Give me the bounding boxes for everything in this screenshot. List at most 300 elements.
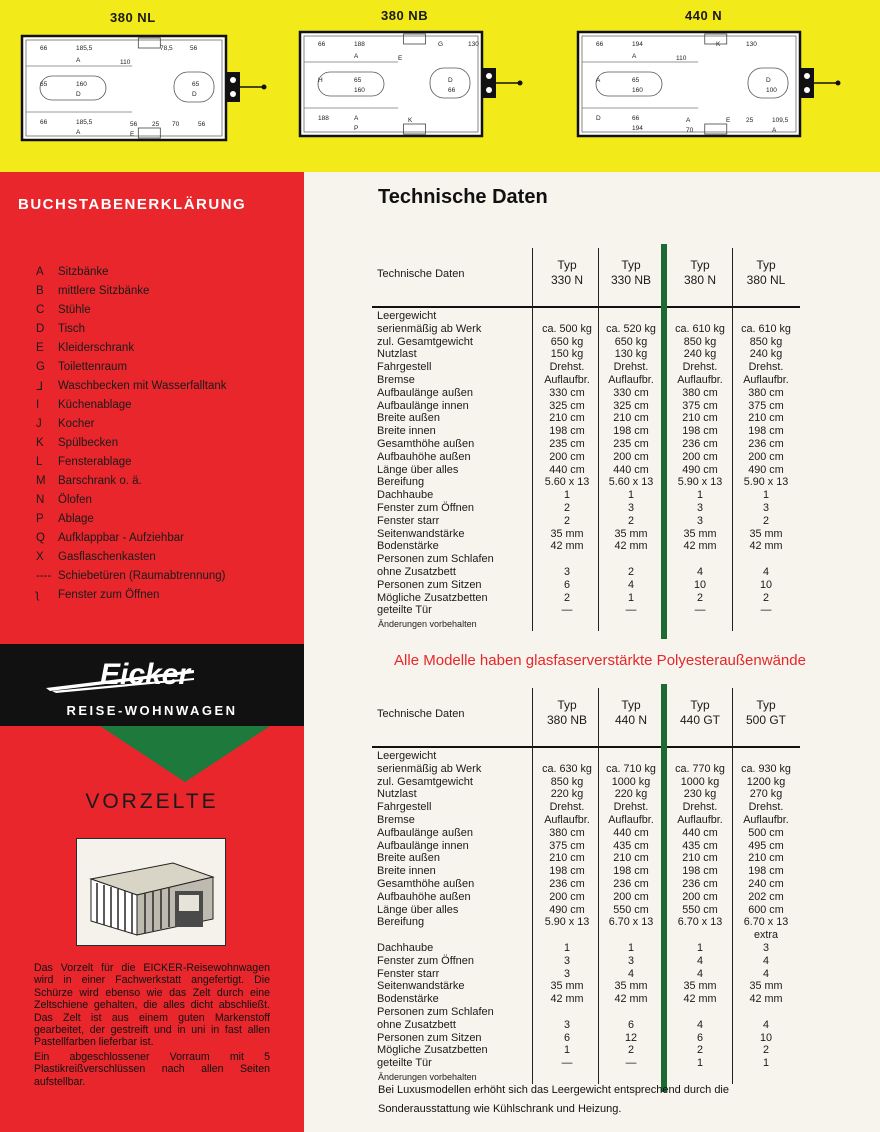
plan-dimension: A: [354, 115, 359, 122]
brand-subtitle: REISE-WOHNWAGEN: [66, 703, 238, 718]
plan-dimension: 194: [632, 41, 643, 48]
table-cell: 35 mm: [749, 527, 783, 540]
table-cell: 150 kg: [550, 348, 584, 361]
table-cell: 2: [762, 591, 769, 604]
table-cell: 3: [563, 566, 570, 578]
table-cell: 4: [696, 954, 703, 967]
table-cell: 650 kg: [614, 335, 648, 348]
row-label: Fenster zum Öffnen: [377, 954, 475, 967]
table-cell: ca. 770 kg: [675, 762, 725, 775]
row-label: Seitenwandstärke: [377, 980, 465, 993]
table-cell: 440 cm: [549, 463, 585, 476]
plan-dimension: 188: [318, 115, 329, 122]
row-label: Gesamthöhe außen: [377, 438, 475, 450]
table-cell: 500 cm: [748, 826, 784, 839]
table-cell: 10: [693, 578, 706, 591]
table-cell: 330 cm: [613, 386, 649, 399]
column-type-label: Typ: [621, 698, 641, 712]
row-label: Bremse: [377, 374, 415, 386]
table-cell: 200 cm: [549, 890, 585, 903]
table-cell: 200 cm: [682, 890, 718, 903]
plan-dimension: D: [448, 77, 453, 84]
column-model-label: 380 NB: [546, 713, 588, 727]
legend-key: L: [36, 455, 43, 468]
table-cell: 5.90 x 13: [743, 476, 789, 489]
table-row: [372, 955, 800, 968]
table-cell: 3: [696, 514, 703, 527]
table-cell: 3: [696, 502, 703, 514]
table-cell: 2: [696, 1044, 703, 1057]
table-cell: 200 cm: [748, 450, 784, 463]
table-cell: 130 kg: [614, 348, 648, 361]
row-label: Bereifung: [377, 476, 425, 489]
row-label: Dachhaube: [377, 942, 434, 954]
table-header-label: Technische Daten: [377, 268, 465, 280]
row-label: Leergewicht: [377, 750, 437, 762]
table-cell: 650 kg: [550, 335, 584, 348]
table-cell: 35 mm: [614, 980, 648, 993]
plan-dimension: 130: [468, 41, 479, 48]
legend-label: Tisch: [58, 322, 86, 335]
table-footnote: Änderungen vorbehalten: [378, 1072, 477, 1082]
legend-item: [30, 262, 300, 281]
table-cell: 6: [563, 578, 570, 591]
table-cell: 240 cm: [748, 878, 784, 890]
table-cell: 325 cm: [549, 399, 585, 412]
table-cell: ca. 610 kg: [675, 322, 725, 335]
row-label: Nutzlast: [377, 348, 417, 361]
table-cell: 198 cm: [549, 425, 585, 438]
table-row: [372, 579, 800, 592]
legend-label: Ölofen: [58, 493, 92, 506]
column-type-label: Typ: [557, 258, 577, 272]
row-label: zul. Gesamtgewicht: [377, 775, 473, 788]
table-cell: 220 kg: [614, 788, 648, 801]
column-type-label: Typ: [756, 698, 776, 712]
plan-dimension: 65: [632, 77, 640, 84]
table-cell: Drehst.: [682, 361, 718, 374]
table-row: [372, 968, 800, 981]
tech-data-title: Technische Daten: [378, 186, 548, 208]
legend-label: Stühle: [58, 303, 91, 316]
plan-dimension: 65: [192, 81, 200, 88]
legend-key: G: [36, 360, 45, 373]
legend-key: J: [36, 417, 42, 430]
table-row: [372, 980, 800, 993]
table-cell: 235 cm: [549, 438, 585, 450]
legend-label: Spülbecken: [58, 436, 119, 449]
plan-title: 440 N: [685, 8, 723, 23]
table-cell: 10: [759, 578, 772, 591]
table-cell: 1200 kg: [746, 775, 786, 788]
legend-key: M: [36, 474, 46, 487]
row-label: Aufbaulänge außen: [377, 386, 474, 399]
table-cell: extra: [753, 929, 778, 942]
table-cell: 42 mm: [683, 993, 717, 1006]
table-cell: 3: [563, 954, 570, 967]
table-cell: 12: [624, 1031, 637, 1044]
table-cell: Drehst.: [549, 361, 585, 374]
table-cell: 600 cm: [748, 903, 784, 916]
plan-dimension: D: [766, 77, 771, 84]
table-cell: 5.90 x 13: [544, 916, 590, 929]
table-cell: 6: [627, 1018, 634, 1031]
table-row: [372, 400, 800, 413]
legend-item: [30, 547, 300, 566]
table-cell: 380 cm: [682, 386, 718, 399]
table-cell: 550 cm: [682, 903, 718, 916]
column-model-label: 440 GT: [679, 713, 721, 727]
table-row: [372, 528, 800, 541]
table-cell: ca. 610 kg: [741, 322, 791, 335]
table-cell: 5.60 x 13: [544, 476, 590, 489]
table-row: [372, 801, 800, 814]
legend-key: X: [36, 550, 44, 563]
table-cell: 440 cm: [682, 826, 718, 839]
table-cell: 6.70 x 13: [608, 916, 654, 929]
legend-label: Sitzbänke: [58, 265, 109, 278]
legend-item: [30, 490, 300, 509]
legend-label: Waschbecken mit Wasserfalltank: [58, 379, 227, 392]
column-model-label: 440 N: [614, 713, 648, 727]
plan-dimension: 188: [354, 41, 365, 48]
floor-plan: [20, 34, 270, 146]
column-type-label: Typ: [690, 258, 710, 272]
table-row: [372, 904, 800, 917]
table-cell: 42 mm: [614, 540, 648, 553]
column-header: [598, 258, 664, 288]
table-cell: 198 cm: [613, 865, 649, 878]
table-cell: 490 cm: [748, 463, 784, 476]
table-cell: 1000 kg: [680, 775, 720, 788]
table-row: [372, 878, 800, 891]
table-cell: —: [694, 604, 706, 617]
table-cell: 210 cm: [613, 412, 649, 425]
table-row: [372, 566, 800, 579]
table-row: [372, 425, 800, 438]
plan-dimension: 160: [76, 81, 87, 88]
table-row: [372, 840, 800, 853]
table-cell: 4: [627, 967, 634, 980]
legend-key: C: [36, 303, 45, 316]
table-cell: 198 cm: [748, 865, 784, 878]
table-cell: 236 cm: [682, 438, 718, 450]
table-cell: ca. 930 kg: [741, 762, 791, 775]
legend-key: ʅ: [36, 588, 39, 601]
table-cell: 1: [627, 942, 634, 954]
legend-item: [30, 395, 300, 414]
table-cell: 3: [762, 502, 769, 514]
table-cell: 4: [762, 1018, 769, 1031]
plan-dimension: A: [354, 53, 359, 60]
plan-dimension: 25: [152, 121, 160, 128]
table-row: [372, 336, 800, 349]
table-cell: 198 cm: [748, 425, 784, 438]
legend-key: Q: [36, 531, 45, 544]
legend-label: Schiebetüren (Raumabtrennung): [58, 569, 226, 582]
legend-list: [30, 262, 300, 604]
table-cell: 210 cm: [748, 412, 784, 425]
legend-item: [30, 281, 300, 300]
legend-key: ᒧ: [36, 380, 44, 393]
table-row: [372, 476, 800, 489]
legend-key: D: [36, 322, 45, 335]
legend-key: I: [36, 398, 40, 411]
plan-dimension: D: [596, 115, 601, 122]
plan-dimension: A: [76, 57, 81, 64]
plan-dimension: 110: [676, 55, 687, 62]
plan-dimension: 66: [40, 119, 48, 126]
row-label: serienmäßig ab Werk: [377, 762, 482, 775]
plan-dimension: 110: [120, 59, 131, 66]
slogan: Alle Modelle haben glasfaserverstärkte Polyesteraußenwände: [394, 652, 806, 669]
table-cell: 2: [696, 591, 703, 604]
row-label: Breite innen: [377, 865, 436, 878]
table-header: [372, 688, 800, 748]
legend-item: [30, 300, 300, 319]
table-cell: Drehst.: [613, 801, 649, 814]
table-cell: 42 mm: [550, 993, 584, 1006]
table-cell: 2: [563, 502, 570, 514]
legend-item: [30, 509, 300, 528]
column-header: [733, 698, 799, 728]
plan-dimension: 66: [448, 87, 456, 94]
table-cell: 375 cm: [682, 399, 718, 412]
row-label: Personen zum Sitzen: [377, 578, 482, 591]
bottom-note: Bei Luxusmodellen erhöht sich das Leergewicht entsprechend durch die Sonderausstattung wie Kühlschrank und Heizung.: [378, 1084, 729, 1115]
table-cell: Auflaufbr.: [608, 814, 654, 826]
plan-dimension: 66: [318, 41, 326, 48]
table-cell: 42 mm: [614, 993, 648, 1006]
legend-label: Kocher: [58, 417, 95, 430]
table-cell: 1: [627, 591, 634, 604]
table-cell: Drehst.: [682, 801, 718, 814]
table-row: [372, 1019, 800, 1032]
table-cell: 202 cm: [748, 890, 784, 903]
legend-key: B: [36, 284, 44, 297]
column-model-label: 330 N: [550, 273, 584, 287]
table-row: [372, 776, 800, 789]
row-label: Bereifung: [377, 916, 425, 929]
row-label: geteilte Tür: [377, 1057, 432, 1070]
table-cell: 42 mm: [749, 993, 783, 1006]
plan-dimension: A: [686, 117, 691, 124]
table-cell: Auflaufbr.: [743, 814, 789, 826]
table-cell: 330 cm: [549, 386, 585, 399]
column-type-label: Typ: [756, 258, 776, 272]
table-cell: 495 cm: [748, 839, 784, 852]
plan-dimension: 66: [596, 41, 604, 48]
plan-dimension: A: [632, 53, 637, 60]
plan-dimension: 70: [686, 127, 694, 134]
table-row: [372, 1057, 800, 1070]
table-cell: 35 mm: [614, 527, 648, 540]
table-cell: 6.70 x 13: [677, 916, 723, 929]
plan-title: 380 NL: [110, 10, 156, 25]
table-cell: Auflaufbr.: [544, 814, 590, 826]
table-row: [372, 489, 800, 502]
table-cell: 230 kg: [683, 788, 717, 801]
table-cell: 220 kg: [550, 788, 584, 801]
table-row: [372, 1044, 800, 1057]
table-cell: Drehst.: [613, 361, 649, 374]
row-label: Mögliche Zusatzbetten: [377, 591, 488, 604]
row-label: Leergewicht: [377, 310, 437, 322]
table-cell: 1: [696, 942, 703, 954]
plan-dimension: 185,5: [76, 45, 93, 52]
row-label: Bodenstärke: [377, 540, 439, 553]
row-label: Länge über alles: [377, 463, 459, 476]
plan-dimension: D: [192, 91, 197, 98]
row-label: Bremse: [377, 814, 415, 826]
table-cell: 3: [563, 1018, 570, 1031]
table-cell: 210 cm: [549, 852, 585, 865]
table-cell: 440 cm: [613, 826, 649, 839]
column-type-label: Typ: [557, 698, 577, 712]
plan-dimension: A: [596, 77, 601, 84]
table-cell: ca. 500 kg: [542, 322, 592, 335]
table-cell: 35 mm: [683, 527, 717, 540]
legend-key: A: [36, 265, 44, 278]
table-row: [372, 323, 800, 336]
table-cell: 1: [762, 489, 769, 502]
plan-dimension: E: [130, 131, 135, 138]
row-label: Nutzlast: [377, 788, 417, 801]
legend-label: Ablage: [58, 512, 94, 525]
table-cell: 325 cm: [613, 399, 649, 412]
vorzelte-paragraph: Ein abgeschlossener Vorraum mit 5 Plastikreißverschlüssen nach allen Seiten aufstellbar.: [34, 1050, 270, 1088]
table-cell: ca. 520 kg: [606, 322, 656, 335]
table-row: [372, 502, 800, 515]
legend-label: Fensterablage: [58, 455, 132, 468]
table-cell: 4: [627, 578, 634, 591]
legend-label: Aufklappbar - Aufziehbar: [58, 531, 184, 544]
column-model-label: 500 GT: [745, 713, 787, 727]
row-label: Fahrgestell: [377, 801, 432, 814]
column-type-label: Typ: [621, 258, 641, 272]
table-cell: Auflaufbr.: [677, 374, 723, 386]
table-cell: 210 cm: [682, 852, 718, 865]
table-cell: 4: [696, 566, 703, 578]
table-row: [372, 942, 800, 955]
vorzelte-description: [34, 962, 270, 1090]
table-header-label: Technische Daten: [377, 708, 465, 720]
table-row: [372, 750, 800, 763]
legend-key: K: [36, 436, 44, 449]
plan-dimension: H: [318, 77, 323, 84]
table-cell: 235 cm: [613, 438, 649, 450]
plan-dimension: 194: [632, 125, 643, 132]
table-row: [372, 604, 800, 617]
legend-item: [30, 585, 300, 604]
table-cell: 1: [563, 942, 570, 954]
table-cell: 850 kg: [683, 335, 717, 348]
plan-dimension: E: [398, 55, 403, 62]
table-cell: —: [625, 604, 637, 617]
table-cell: 1: [696, 1057, 703, 1070]
legend-key: E: [36, 341, 44, 354]
table-row: [372, 540, 800, 553]
table-cell: 2: [627, 514, 634, 527]
table-cell: 198 cm: [549, 865, 585, 878]
plan-dimension: 160: [354, 87, 365, 94]
table-cell: 210 cm: [613, 852, 649, 865]
table-cell: Drehst.: [549, 801, 585, 814]
table-row: [372, 412, 800, 425]
table-cell: 35 mm: [550, 980, 584, 993]
legend-label: Kleiderschrank: [58, 341, 135, 354]
legend-item: [30, 452, 300, 471]
eicker-logo: [44, 654, 264, 694]
legend-item: [30, 566, 300, 585]
row-label: Breite innen: [377, 425, 436, 438]
row-label: Bodenstärke: [377, 993, 439, 1006]
table-cell: 210 cm: [748, 852, 784, 865]
table-cell: 5.90 x 13: [677, 476, 723, 489]
table-cell: 375 cm: [549, 839, 585, 852]
table-cell: 3: [627, 954, 634, 967]
plan-dimension: A: [76, 129, 81, 136]
table-cell: 198 cm: [613, 425, 649, 438]
table-cell: 375 cm: [748, 399, 784, 412]
legend-label: Toilettenraum: [58, 360, 128, 373]
column-header: [534, 258, 600, 288]
table-cell: 10: [759, 1031, 772, 1044]
table-row: [372, 374, 800, 387]
legend-item: [30, 528, 300, 547]
table-cell: 435 cm: [682, 839, 718, 852]
plan-dimension: 65: [40, 81, 48, 88]
row-label: geteilte Tür: [377, 604, 432, 617]
table-row: [372, 1006, 800, 1019]
table-cell: ca. 710 kg: [606, 762, 656, 775]
legend-title: BUCHSTABENERKLÄRUNG: [18, 196, 247, 213]
legend-label: Fenster zum Öffnen: [58, 588, 160, 601]
table-cell: 1: [563, 489, 570, 502]
table-cell: 35 mm: [550, 527, 584, 540]
table-cell: Auflaufbr.: [677, 814, 723, 826]
table-cell: 5.60 x 13: [608, 476, 654, 489]
table-cell: 3: [627, 502, 634, 514]
table-cell: 435 cm: [613, 839, 649, 852]
plan-dimension: E: [726, 117, 731, 124]
row-label: Personen zum Schlafen: [377, 553, 494, 566]
row-label: ohne Zusatzbett: [377, 1018, 456, 1031]
plan-dimension: 56: [130, 121, 138, 128]
table-cell: 490 cm: [549, 903, 585, 916]
row-label: Breite außen: [377, 412, 440, 425]
table-row: [372, 515, 800, 528]
table-cell: 4: [696, 1018, 703, 1031]
row-label: zul. Gesamtgewicht: [377, 335, 473, 348]
table-cell: 2: [762, 514, 769, 527]
table-cell: 236 cm: [682, 878, 718, 890]
table-cell: 270 kg: [749, 788, 783, 801]
row-label: Aufbaulänge außen: [377, 826, 474, 839]
plan-dimension: 100: [766, 87, 777, 94]
table-header: [372, 248, 800, 308]
table-cell: 4: [696, 967, 703, 980]
row-label: Breite außen: [377, 852, 440, 865]
table-cell: 210 cm: [682, 412, 718, 425]
table-row: [372, 1032, 800, 1045]
column-header: [534, 698, 600, 728]
column-header: [733, 258, 799, 288]
table-row: [372, 464, 800, 477]
row-label: Fenster starr: [377, 514, 440, 527]
legend-key: ----: [36, 569, 52, 582]
table-cell: 850 kg: [749, 335, 783, 348]
